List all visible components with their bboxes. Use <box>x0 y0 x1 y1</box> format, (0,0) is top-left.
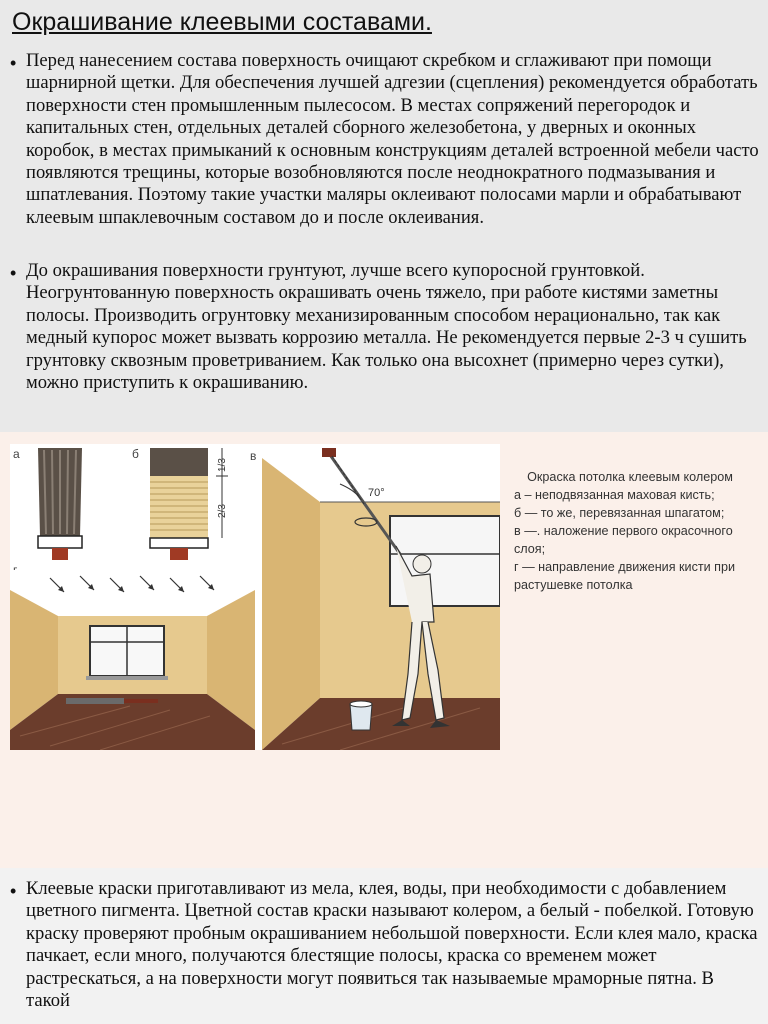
caption-heading: Окраска потолка клеевым колером <box>527 470 733 484</box>
paragraph-priming: До окрашивания поверхности грунтуют, лучше всего купоросной грунтовкой. Неогрунтованную поверхность окрашивать очень тяжело, при работе кистями заметны полосы. Производить огрунтовку механизированным способом нерационально, так как медный купорос может вызвать коррозию металла. Не рекомендуется первые 2-3 ч сушить грунтовку сквозным проветриванием. Как только она высохнет (примерно через сутки), можно приступить к окрашиванию. <box>26 260 747 394</box>
room-direction-figure <box>10 563 255 750</box>
label-v: в <box>250 449 257 463</box>
page-title: Окрашивание клеевыми составами. <box>12 8 432 36</box>
caption-item-v: в —. наложение первого окрасочного слоя; <box>514 524 733 556</box>
figure-caption <box>514 468 754 594</box>
top-text-section <box>0 0 768 432</box>
bullet-marker: • <box>10 881 17 901</box>
caption-item-b: б — то же, перевязанная шпагатом; <box>514 506 725 520</box>
label-one-third: 1/3 <box>217 458 228 472</box>
label-two-thirds: 2/3 <box>217 504 228 518</box>
caption-item-a: а – неподвязанная маховая кисть; <box>514 488 715 502</box>
bullet-marker: • <box>10 53 17 73</box>
caption-item-g: г — направление движения кисти при растушевке потолка <box>514 560 736 592</box>
paragraph-glue-paints: Клеевые краски приготавливают из мела, клея, воды, при необходимости с добавлением цветного пигмента. Цветной состав краски называют колером, а белый - побелкой. Готовую краску проверяют пробным окрашиванием небольшой поверхности. Если клея мало, краска пачкает, если много, получаются блестящие полосы, краска со временем может растрескаться, а на поверхности могут появиться так называемые мраморные пятна. В такой <box>26 878 758 1012</box>
label-angle: 70° <box>368 487 385 499</box>
ceiling-painting-illustration <box>10 444 500 750</box>
label-b: б <box>132 447 139 461</box>
paragraph-surface-prep: Перед нанесением состава поверхность очищают скребком и сглаживают при помощи шарнирной щетки. Для обеспечения лучшей адгезии (сцепления) рекомендуется обработать поверхности стен промышленным пылесосом. В местах сопряжений перегородок и капитальных стен, отдельных деталей сборного железобетона, у дверных и оконных коробок, в местах примыканий к основным конструкциям деталей встроенной мебели часто появляются трещины, которые возобновляются после неоднократного подмазывания и шпатлевания. Поэтому такие участки маляры оклеивают полосами марли и обрабатывают клеевым шпаклевочным составом до и после оклеивания. <box>26 50 759 228</box>
painter-figure <box>250 444 500 750</box>
bullet-marker: • <box>10 263 17 283</box>
label-a: а <box>13 447 20 461</box>
bottom-text-section <box>0 868 768 1024</box>
